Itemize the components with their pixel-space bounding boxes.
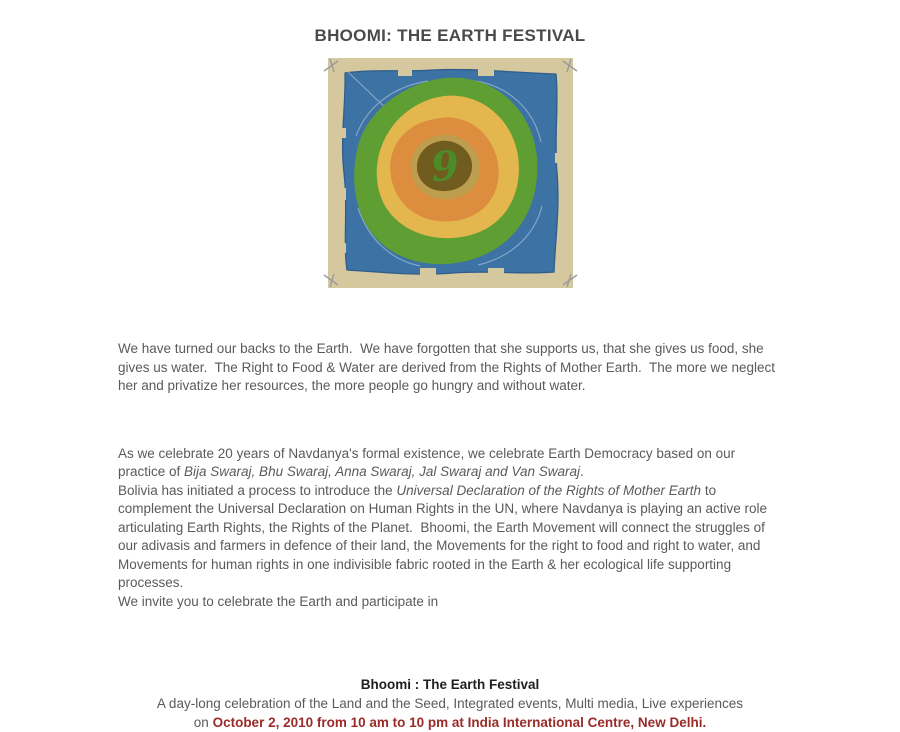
celebration-paragraph: As we celebrate 20 years of Navdanya's formal existence, we celebrate Earth Democracy based on our practice of Bija Swaraj, Bhu Swaraj, Anna Swaraj, Jal Swaraj and Van Swaraj. Bolivia has initiated a process to introduce the Universal Declaration of the Rights of Mother Earth to complement the Universal Declaration on Human Rights in the UN, where Navdanya is playing an active role articulating Earth Rights, the Rights of the Planet. Bhoomi, the Earth Movement will connect the struggles of our adivasis and farmers in defence of their land, the Movements for the right to food and right to water, and Movements for human rights in one indivisible fabric rooted in the Earth & her ecological life supporting processes. We invite you to celebrate the Earth and participate in bbox=[118, 445, 771, 609]
earth-painting-image bbox=[328, 58, 573, 288]
body-text bbox=[118, 303, 782, 648]
painting-center-glyph: 9 bbox=[428, 141, 461, 192]
intro-text: We have turned our backs to the Earth. We have forgotten that she supports us, that she gives us food, she gives us water. The Right to Food & Water are derived from the Rights of Mother Earth. The more we neglect her and privatize her resources, the more people go hungry and without water. bbox=[118, 341, 779, 393]
swaraj-terms-italic: Bija Swaraj, Bhu Swaraj, Anna Swaraj, Jal Swaraj and Van Swaraj bbox=[184, 464, 580, 479]
event-details bbox=[0, 676, 900, 732]
event-datetime-line bbox=[0, 714, 900, 732]
artwork-container bbox=[0, 58, 900, 288]
event-description: A day-long celebration of the Land and the Seed, Integrated events, Multi media, Live experiences bbox=[156, 696, 744, 711]
event-date-highlight: October 2, 2010 from 10 am to 10 pm at India International Centre, New Delhi. bbox=[212, 715, 707, 730]
declaration-title-italic: Universal Declaration of the Rights of Mother Earth bbox=[396, 482, 702, 498]
page-title: BHOOMI: THE EARTH FESTIVAL bbox=[314, 26, 586, 45]
datetime-prefix: on bbox=[193, 715, 213, 730]
invite-line: We invite you to celebrate the Earth and participate in bbox=[118, 593, 439, 609]
event-title: Bhoomi : The Earth Festival bbox=[360, 677, 540, 692]
intro-paragraph bbox=[118, 340, 782, 396]
